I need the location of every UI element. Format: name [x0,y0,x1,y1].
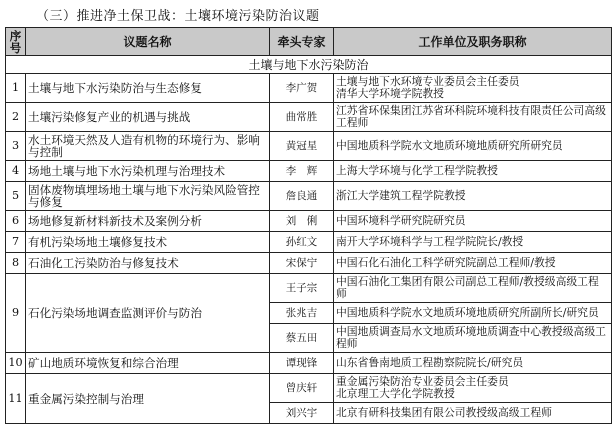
row-number: 3 [6,132,26,161]
work-unit: 中国地质调查局水文地质环境地质调查中心教授级高级工程师 [334,324,612,353]
work-unit: 中国石油化工集团有限公司副总工程师/教授级高级工程师 [334,274,612,303]
topic-name: 场地修复新材料新技术及案例分析 [26,211,270,232]
topic-name: 矿山地质环境恢复和综合治理 [26,353,270,374]
lead-expert: 蔡五田 [270,324,334,353]
section-title: 土壤与地下水污染防治 [6,56,612,74]
lead-expert: 刘 俐 [270,211,334,232]
section-heading: （三）推进净土保卫战：土壤环境污染防治议题 [36,9,320,24]
topic-name: 有机污染场地土壤修复技术 [26,232,270,253]
lead-expert: 李 辉 [270,161,334,182]
table-row [6,232,612,253]
column-header-unit: 工作单位及职务职称 [334,28,612,56]
table-row [6,374,612,403]
lead-expert: 谭现锋 [270,353,334,374]
row-number: 8 [6,253,26,274]
topic-name: 土壤污染修复产业的机遇与挑战 [26,103,270,132]
topic-name: 石油化工污染防治与修复技术 [26,253,270,274]
work-unit: 中国石化石油化工科学研究院副总工程师/教授 [334,253,612,274]
row-number: 6 [6,211,26,232]
work-unit: 山东省鲁南地质工程勘察院院长/研究员 [334,353,612,374]
row-number: 10 [6,353,26,374]
row-number: 4 [6,161,26,182]
topic-name: 重金属污染控制与治理 [26,374,270,424]
table-row [6,132,612,161]
table-row [6,161,612,182]
table-row [6,211,612,232]
section-row [6,56,612,74]
column-header-seq: 序号 [6,28,26,56]
lead-expert: 黄冠星 [270,132,334,161]
table-row [6,253,612,274]
row-number: 7 [6,232,26,253]
column-header-lead: 牵头专家 [270,28,334,56]
work-unit: 中国环境科学研究院研究员 [334,211,612,232]
lead-expert: 王子宗 [270,274,334,303]
agenda-table [5,27,612,424]
lead-expert: 李广贺 [270,74,334,103]
table-row [6,74,612,103]
lead-expert: 刘兴宇 [270,403,334,424]
row-number: 11 [6,374,26,424]
table-row [6,182,612,211]
table-row [6,274,612,303]
table-header-row [6,28,612,56]
work-unit: 南开大学环境科学与工程学院院长/教授 [334,232,612,253]
topic-name: 石化污染场地调查监测评价与防治 [26,274,270,353]
lead-expert: 张兆吉 [270,303,334,324]
column-header-topic: 议题名称 [26,28,270,56]
row-number: 5 [6,182,26,211]
lead-expert: 宋保宁 [270,253,334,274]
work-unit: 上海大学环境与化学工程学院教授 [334,161,612,182]
work-unit: 江苏省环保集团江苏省环科院环境科技有限责任公司高级工程师 [334,103,612,132]
table-row [6,103,612,132]
work-unit: 中国地质科学院水文地质环境地质研究所副所长/研究员 [334,303,612,324]
work-unit: 重金属污染防治专业委员会主任委员 北京理工大学化学院教授 [334,374,612,403]
work-unit: 中国地质科学院水文地质环境地质研究所研究员 [334,132,612,161]
topic-name: 固体废物填埋场地土壤与地下水污染风险管控与修复 [26,182,270,211]
topic-name: 场地土壤与地下水污染机理与治理技术 [26,161,270,182]
work-unit: 北京有研科技集团有限公司教授级高级工程师 [334,403,612,424]
work-unit: 浙江大学建筑工程学院教授 [334,182,612,211]
row-number: 2 [6,103,26,132]
table-body [6,56,612,424]
topic-name: 土壤与地下水污染防治与生态修复 [26,74,270,103]
lead-expert: 曲常胜 [270,103,334,132]
lead-expert: 曾庆轩 [270,374,334,403]
row-number: 9 [6,274,26,353]
topic-name: 水土环境天然及人造有机物的环境行为、影响与控制 [26,132,270,161]
work-unit: 土壤与地下水环境专业委员会主任委员 清华大学环境学院教授 [334,74,612,103]
row-number: 1 [6,74,26,103]
lead-expert: 詹良通 [270,182,334,211]
lead-expert: 孙红文 [270,232,334,253]
table-row [6,353,612,374]
